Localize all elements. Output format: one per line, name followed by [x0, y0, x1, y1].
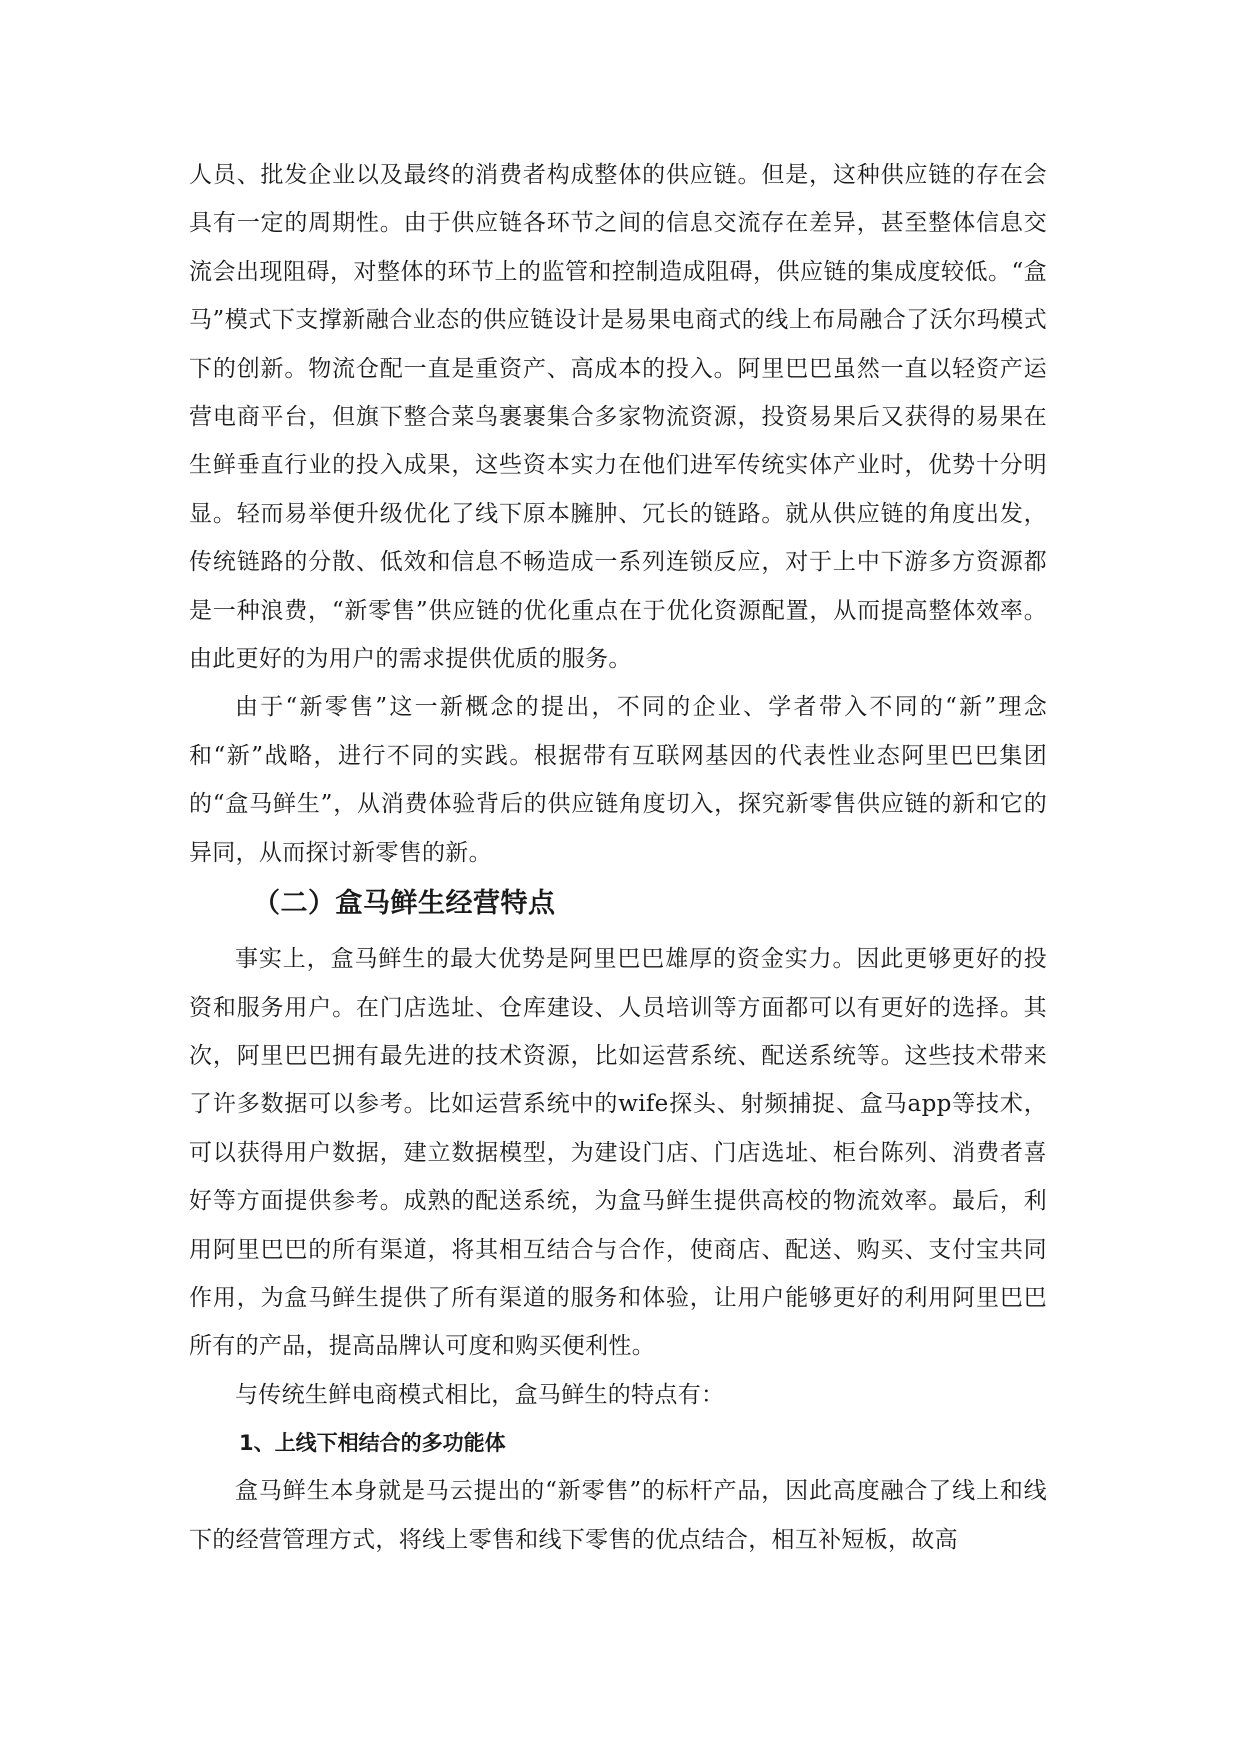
paragraph-online-offline: 盒马鲜生本身就是马云提出的“新零售”的标杆产品，因此高度融合了线上和线下的经营管理方式，将线上零售和线下零售的优点结合，相互补短板，故高 — [189, 1478, 1047, 1553]
paragraph-supply-chain: 人员、批发企业以及最终的消费者构成整体的供应链。但是，这种供应链的存在会具有一定的周期性。由于供应链各环节之间的信息交流存在差异，甚至整体信息交流会出现阻碍，对整体的环节上的监管和控制造成阻碍，供应链的集成度较低。“盒马”模式下支撑新融合业态的供应链设计是易果电商式的线上布局融合了沃尔玛模式下的创新。物流仓配一直是重资产、高成本的投入。阿里巴巴虽然一直以轻资产运营电商平台，但旗下整合菜鸟裹裹集合多家物流资源，投资易果后又获得的易果在生鲜垂直行业的投入成果，这些资本实力在他们进军传统实体产业时，优势十分明显。轻而易举便升级优化了线下原本臃肿、冗长的链路。就从供应链的角度出发，传统链路的分散、低效和信息不畅造成一系列连锁反应，对于上中下游多方资源都是一种浪费，“新零售”供应链的优化重点在于优化资源配置，从而提高整体效率。由此更好的为用户的需求提供优质的服务。 — [189, 162, 1047, 673]
paragraph-new-retail-concept: 由于“新零售”这一新概念的提出，不同的企业、学者带入不同的“新”理念和“新”战略，进行不同的实践。根据带有互联网基因的代表性业态阿里巴巴集团的“盒马鲜生”，从消费体验背后的供应链角度切入，探究新零售供应链的新和它的异同，从而探讨新零售的新。 — [189, 694, 1047, 866]
page-body — [189, 151, 1047, 1564]
paragraph-comparison-intro: 与传统生鲜电商模式相比，盒马鲜生的特点有： — [235, 1381, 725, 1408]
sub-heading: 1、上线下相结合的多功能体 — [239, 1431, 506, 1456]
section-heading: （二）盒马鲜生经营特点 — [253, 888, 556, 920]
paragraph-advantages: 事实上，盒马鲜生的最大优势是阿里巴巴雄厚的资金实力。因此更够更好的投资和服务用户。在门店选址、仓库建设、人员培训等方面都可以有更好的选择。其次，阿里巴巴拥有最先进的技术资源，比如运营系统、配送系统等。这些技术带来了许多数据可以参考。比如运营系统中的wife探头、射频捕捉、盒马app等技术，可以获得用户数据，建立数据模型，为建设门店、门店选址、柜台陈列、消费者喜好等方面提供参考。成熟的配送系统，为盒马鲜生提供高校的物流效率。最后，利用阿里巴巴的所有渠道，将其相互结合与合作，使商店、配送、购买、支付宝共同作用，为盒马鲜生提供了所有渠道的服务和体验，让用户能够更好的利用阿里巴巴所有的产品，提高品牌认可度和购买便利性。 — [189, 946, 1047, 1360]
